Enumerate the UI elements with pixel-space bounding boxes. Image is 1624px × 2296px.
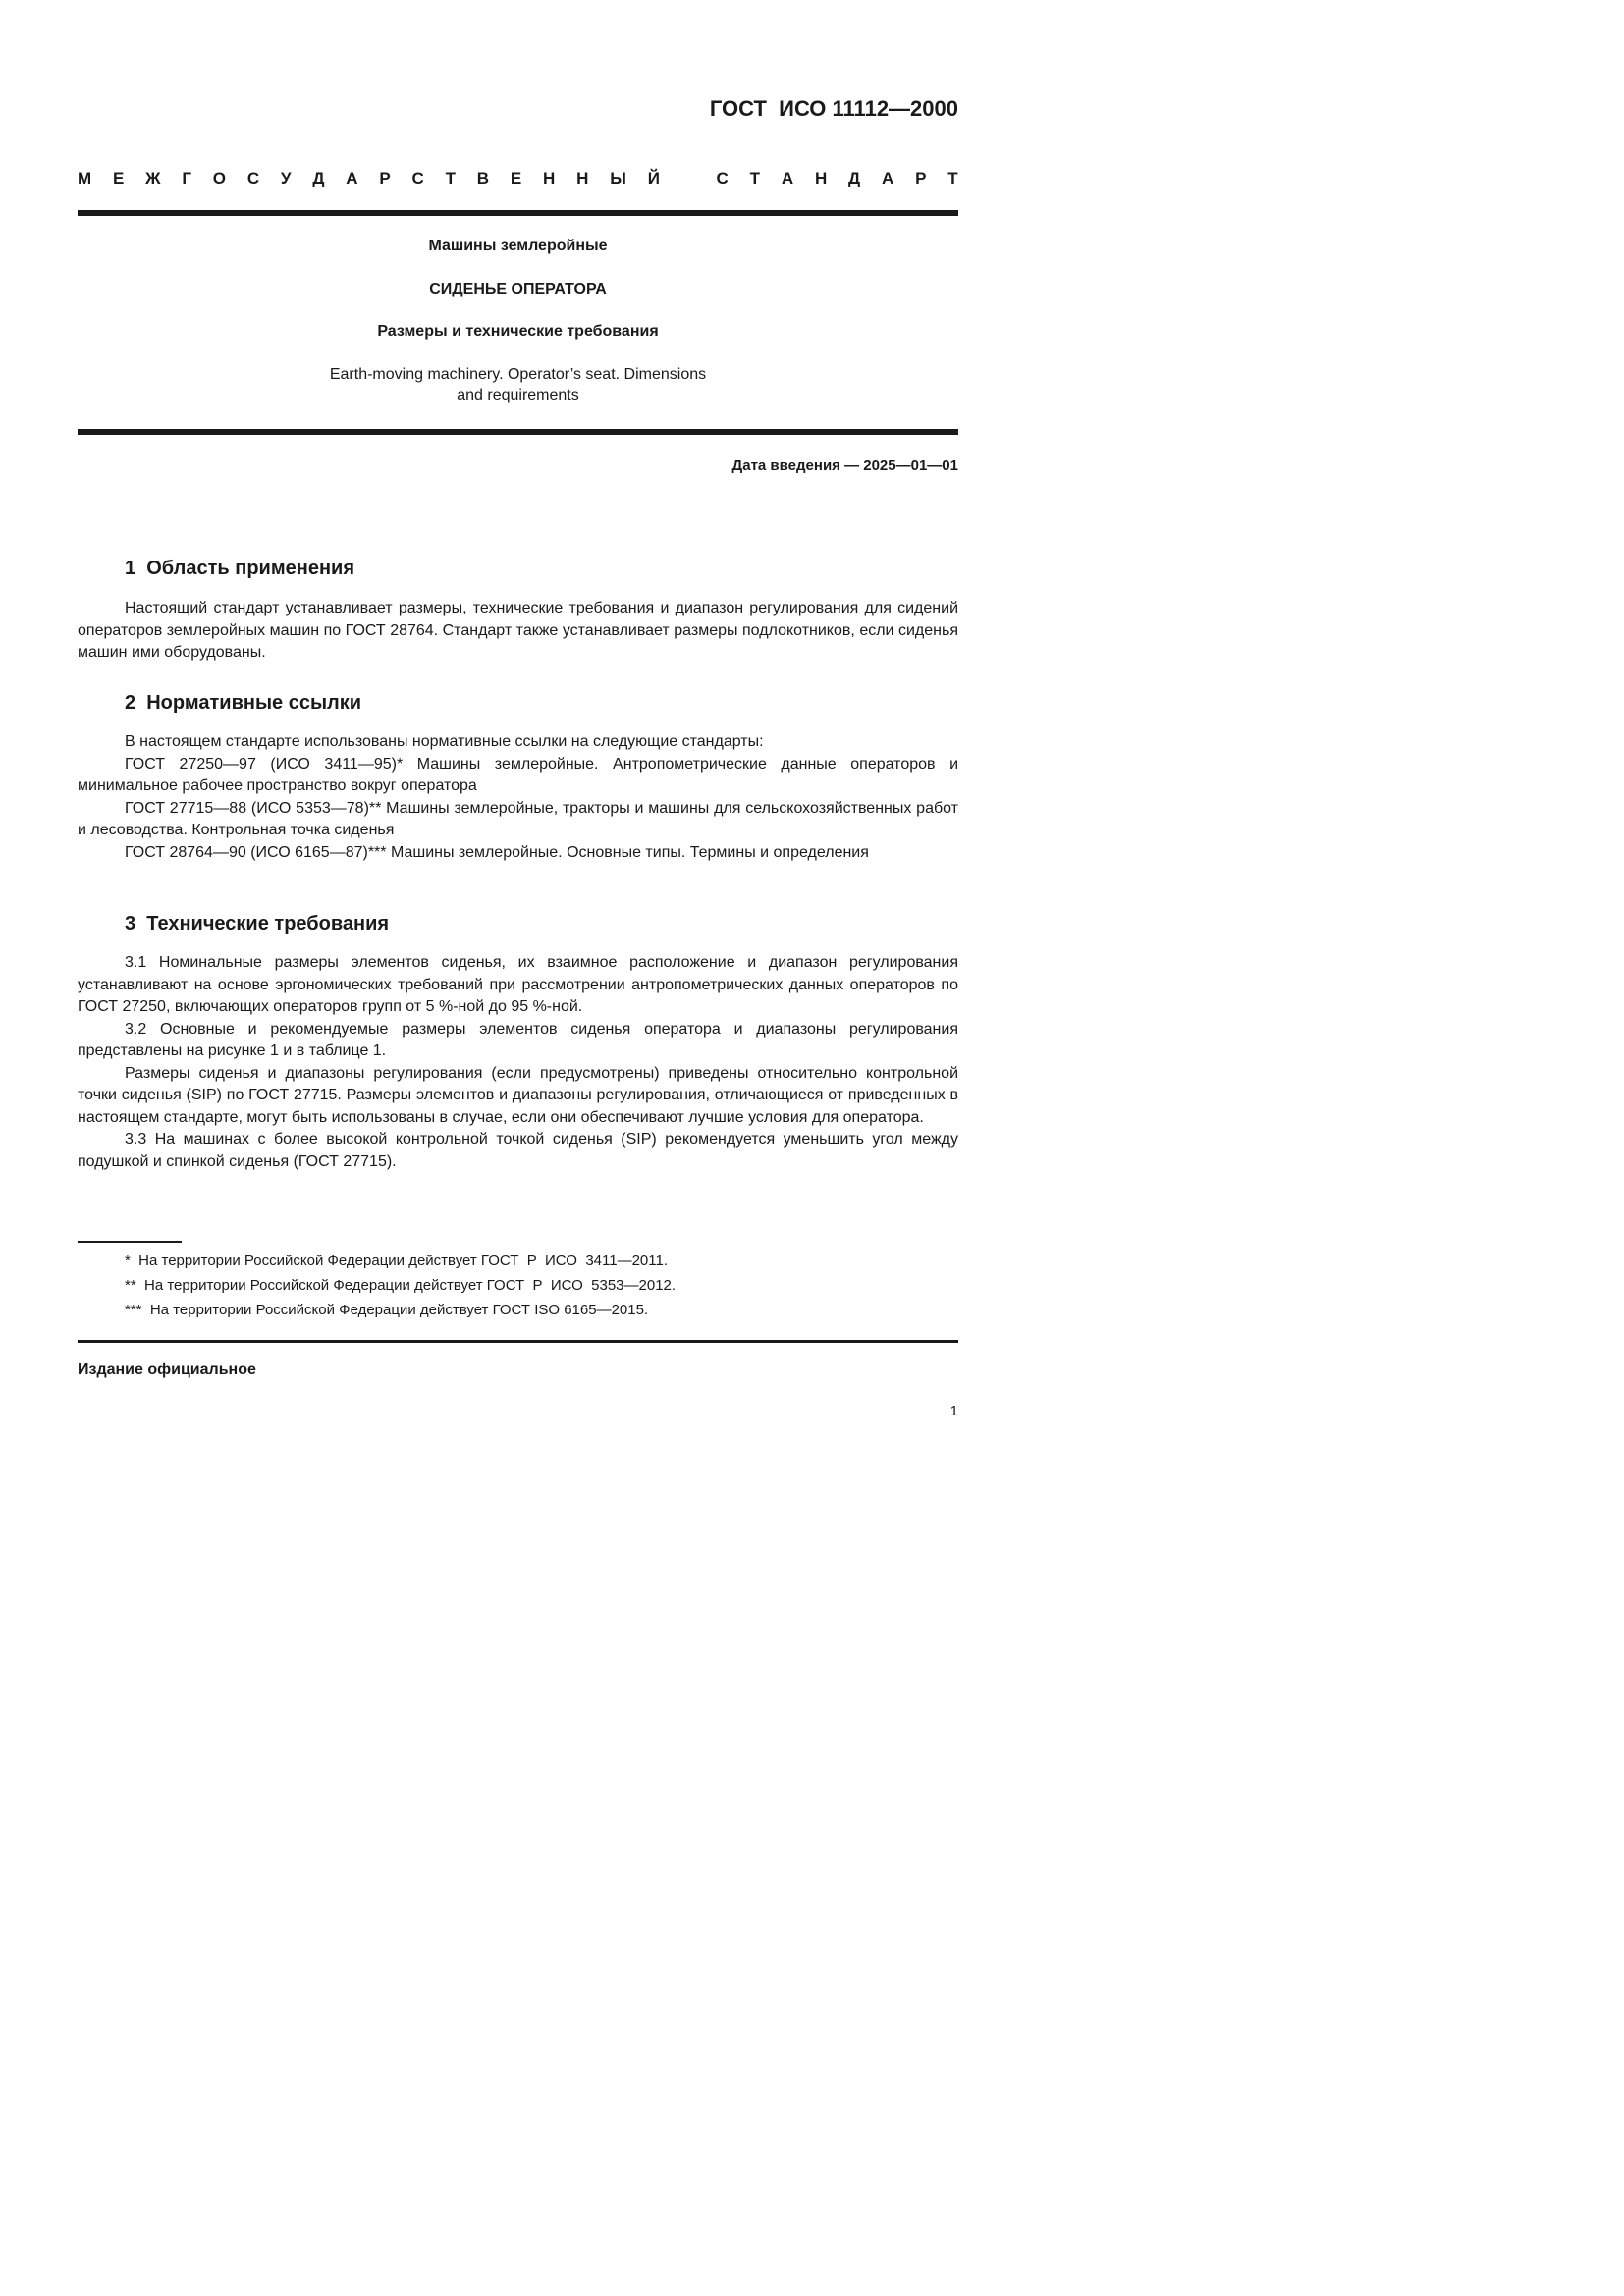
banner-letter: С bbox=[246, 169, 260, 187]
section-3-heading: 3 Технические требования bbox=[125, 913, 390, 934]
footnote-separator bbox=[78, 1241, 182, 1243]
banner-letter bbox=[681, 169, 695, 188]
title-line-1: Машины землеройные bbox=[428, 238, 608, 254]
banner-letter: С bbox=[716, 169, 729, 187]
footnote-2: ** На территории Российской Федерации действует ГОСТ Р ИСО 5353—2012. bbox=[125, 1277, 677, 1294]
title-line-2: СИДЕНЬЕ ОПЕРАТОРА bbox=[429, 281, 607, 297]
clause-3-2: 3.2 Основные и рекомендуемые размеры элементов сиденья оператора и диапазоны регулирования представлены на рисунке 1 и в таблице 1. bbox=[78, 1020, 958, 1059]
english-title-line-1: Earth-moving machinery. Operator’s seat. Dimensions bbox=[329, 366, 707, 383]
section-1-text bbox=[78, 598, 958, 665]
banner-letter: О bbox=[212, 169, 227, 187]
banner-letter: Н bbox=[814, 169, 828, 187]
clause-3-1: 3.1 Номинальные размеры элементов сиденья, их взаимное расположение и диапазон регулирования устанавливают на основе эргономических требований при рассмотрении антропометрических данных операторов по ГОСТ 27250, включающих операторов групп от 5 %-ной до 95 %-ной. bbox=[78, 954, 958, 1015]
section-3-text bbox=[78, 952, 958, 1173]
reference-gost-28764: ГОСТ 28764—90 (ИСО 6165—87)*** Машины землеройные. Основные типы. Термины и определения bbox=[125, 843, 869, 861]
section-1-heading: 1 Область применения bbox=[125, 558, 355, 579]
footnote-3: *** На территории Российской Федерации действует ГОСТ ISO 6165—2015. bbox=[125, 1302, 649, 1318]
reference-gost-27715: ГОСТ 27715—88 (ИСО 5353—78)** Машины землеройные, тракторы и машины для сельскохозяйственных работ и лесоводства. Контрольная точка сиденья bbox=[78, 799, 958, 838]
section-2-text bbox=[78, 731, 958, 864]
banner-letter: Е bbox=[510, 169, 522, 187]
banner-letter: А bbox=[781, 169, 794, 187]
banner-letter: А bbox=[881, 169, 894, 187]
footer-rule bbox=[78, 1340, 958, 1343]
banner-letter: Д bbox=[312, 169, 325, 187]
title-bottom-rule bbox=[78, 429, 958, 435]
banner-letter: Д bbox=[848, 169, 861, 187]
introduction-date: Дата введения — 2025—01—01 bbox=[731, 457, 958, 474]
banner-letter: Т bbox=[749, 169, 761, 187]
banner-letter: У bbox=[280, 169, 292, 187]
banner-letter: Н bbox=[576, 169, 589, 187]
banner-letter: Р bbox=[379, 169, 391, 187]
official-edition-label: Издание официальное bbox=[78, 1362, 256, 1378]
section-2-intro: В настоящем стандарте использованы нормативные ссылки на следующие стандарты: bbox=[125, 733, 764, 750]
banner-letter: Г bbox=[182, 169, 191, 187]
reference-gost-27250: ГОСТ 27250—97 (ИСО 3411—95)* Машины землеройные. Антропометрические данные операторов и минимальное рабочее пространство вокруг оператора bbox=[78, 755, 958, 794]
footnote-1: * На территории Российской Федерации действует ГОСТ Р ИСО 3411—2011. bbox=[125, 1253, 668, 1269]
banner-letter: Р bbox=[915, 169, 927, 187]
english-title-line-2: and requirements bbox=[457, 387, 579, 403]
banner-letter: В bbox=[476, 169, 490, 187]
interstate-standard-banner bbox=[78, 169, 958, 188]
document-code: ГОСТ ИСО 11112—2000 bbox=[709, 96, 958, 121]
title-line-3: Размеры и технические требования bbox=[377, 323, 659, 340]
top-rule bbox=[78, 210, 958, 216]
page-number: 1 bbox=[949, 1403, 958, 1419]
english-title bbox=[78, 364, 958, 405]
banner-letter: Т bbox=[947, 169, 958, 187]
banner-letter: Ы bbox=[610, 169, 626, 187]
banner-letter: Т bbox=[445, 169, 456, 187]
section-1-paragraph: Настоящий стандарт устанавливает размеры, технические требования и диапазон регулирования для сидений операторов землеройных машин по ГОСТ 28764. Стандарт также устанавливает размеры подлокотников, если сиденья машин ими оборудованы. bbox=[78, 600, 958, 661]
banner-letter: С bbox=[411, 169, 424, 187]
banner-letter: Й bbox=[647, 169, 660, 187]
clause-3-3: 3.3 На машинах с более высокой контрольной точкой сиденья (SIP) рекомендуется уменьшить угол между подушкой и спинкой сиденья (ГОСТ 27715). bbox=[78, 1131, 958, 1170]
banner-letter: М bbox=[78, 169, 92, 187]
banner-letter: Ж bbox=[145, 169, 161, 187]
banner-letter: А bbox=[346, 169, 358, 187]
clause-3-2-continued: Размеры сиденья и диапазоны регулирования (если предусмотрены) приведены относительно контрольной точки сиденья (SIP) по ГОСТ 27715. Размеры элементов и диапазоны регулирования, отличающиеся от приведенных в настоящем стандарте, могут быть использованы в случае, если они обеспечивают лучшие условия для оператора. bbox=[78, 1064, 958, 1126]
banner-letter: Е bbox=[112, 169, 125, 187]
banner-letter: Н bbox=[543, 169, 556, 187]
section-2-heading: 2 Нормативные ссылки bbox=[125, 692, 362, 714]
